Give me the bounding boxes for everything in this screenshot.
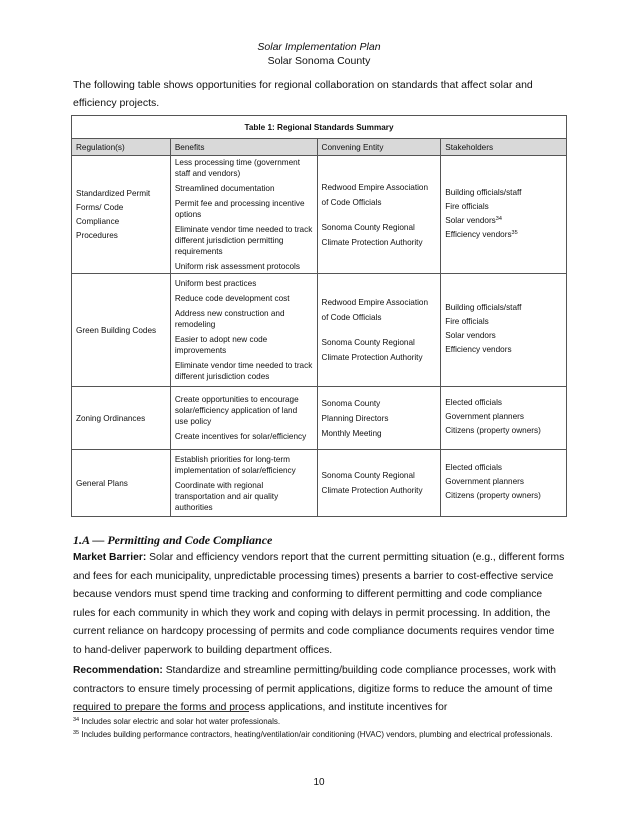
table-header-row — [72, 139, 567, 156]
footnote — [73, 729, 565, 741]
entity-line: Sonoma County Regional — [321, 338, 415, 347]
recommendation-label: Recommendation: — [73, 665, 163, 676]
convening-entity-cell — [317, 274, 441, 387]
document-title: Solar Implementation Plan — [257, 41, 381, 53]
benefit-item: Uniform best practices — [174, 279, 257, 288]
regulation-cell — [72, 450, 171, 517]
benefits-cell — [170, 387, 317, 450]
regulation-line: Standardized Permit — [76, 189, 151, 198]
benefit-item: Coordinate with regional transportation and air quality authorities — [174, 480, 279, 512]
benefits-cell — [170, 274, 317, 387]
benefits-cell — [170, 450, 317, 517]
table-row — [72, 274, 567, 387]
stakeholder-item: Government planners — [445, 412, 524, 421]
section-heading: 1.A — Permitting and Code Compliance — [73, 533, 273, 547]
stakeholder-item: Government planners — [445, 477, 524, 486]
regulation-line: Forms/ Code — [76, 203, 124, 212]
column-header: Convening Entity — [317, 139, 441, 156]
convening-entity-cell — [317, 156, 441, 274]
benefit-item: Reduce code development cost — [174, 294, 290, 303]
benefit-item: Uniform risk assessment protocols — [174, 262, 300, 271]
footnote-ref[interactable]: 35 — [511, 229, 518, 236]
entity-line: Climate Protection Authority — [321, 237, 423, 247]
stakeholder-item: Fire officials — [445, 317, 489, 326]
table-caption-row — [72, 116, 567, 139]
convening-entity-cell — [317, 450, 441, 517]
benefits-cell — [170, 156, 317, 274]
stakeholder-item: Elected officials — [445, 398, 502, 407]
regulation-line: Zoning Ordinances — [76, 413, 146, 423]
footnote-ref[interactable]: 34 — [495, 215, 502, 222]
entity-line: Sonoma County Regional — [321, 222, 415, 232]
column-header: Benefits — [170, 139, 317, 156]
footnote-text: Includes solar electric and solar hot water professionals. — [79, 717, 281, 726]
footnote-separator — [73, 711, 249, 712]
recommendation-text: Standardize and streamline permitting/building code compliance processes, work with contractors to ensure timely processing of permit applications, digitize forms to reduce the amount of time required to prepare the forms and process applications, and institute incentives for — [73, 665, 557, 714]
benefit-item: Create incentives for solar/efficiency — [174, 432, 307, 441]
entity-line: Sonoma County Regional — [321, 471, 415, 480]
entity-line: Sonoma County — [321, 398, 381, 408]
stakeholder-item: Building officials/staff — [445, 187, 522, 197]
recommendation-paragraph — [73, 662, 565, 718]
benefit-item: Permit fee and processing incentive options — [174, 199, 305, 219]
entity-line: Climate Protection Authority — [321, 353, 423, 362]
benefit-item: Streamlined documentation — [174, 184, 275, 193]
benefit-item: Easier to adopt new code improvements — [174, 335, 268, 355]
benefit-item: Eliminate vendor time needed to track different jurisdiction codes — [174, 361, 313, 381]
footnote — [73, 716, 565, 728]
page-header — [0, 40, 638, 68]
market-barrier-paragraph — [73, 549, 565, 661]
market-barrier-label: Market Barrier: — [73, 552, 147, 563]
stakeholders-cell — [441, 274, 567, 387]
table-row — [72, 387, 567, 450]
table-row — [72, 450, 567, 517]
regulation-line: Procedures — [76, 231, 118, 240]
entity-line: Redwood Empire Association — [321, 298, 429, 307]
entity-line: Planning Directors — [321, 413, 389, 423]
entity-line: of Code Officials — [321, 197, 382, 207]
entity-line: Redwood Empire Association — [321, 182, 429, 192]
stakeholder-item: Fire officials — [445, 201, 489, 211]
table-row — [72, 156, 567, 274]
benefit-item: Less processing time (government staff and vendors) — [174, 158, 300, 178]
column-header: Regulation(s) — [72, 139, 171, 156]
stakeholder-item: Citizens (property owners) — [445, 491, 541, 500]
regulation-line: Compliance — [76, 217, 120, 226]
footnote-text: Includes building performance contractors, heating/ventilation/air conditioning (HVAC) vendors, plumbing and electrical professionals. — [79, 730, 553, 739]
stakeholder-item: Solar vendors — [445, 331, 496, 340]
stakeholders-cell — [441, 387, 567, 450]
regulation-cell — [72, 274, 171, 387]
stakeholder-item: Elected officials — [445, 463, 502, 472]
regulation-cell — [72, 387, 171, 450]
entity-line: of Code Officials — [321, 313, 382, 322]
regulation-cell — [72, 156, 171, 274]
stakeholder-item: Efficiency vendors$^{35}$ — [445, 229, 518, 239]
footnote-number: 35 — [73, 730, 80, 736]
regional-standards-table — [71, 115, 567, 517]
stakeholder-item: Citizens (property owners) — [445, 426, 541, 435]
benefit-item: Address new construction and remodeling — [174, 309, 285, 329]
entity-line: Monthly Meeting — [321, 428, 382, 438]
intro-paragraph: The following table shows opportunities for regional collaboration on standards that affect solar and efficiency projects. — [73, 79, 533, 109]
stakeholder-item: Efficiency vendors — [445, 345, 512, 354]
benefit-item: Establish priorities for long-term implementation of solar/efficiency — [174, 454, 296, 475]
document-subtitle: Solar Sonoma County — [267, 55, 371, 67]
footnote-number: 34 — [73, 717, 80, 723]
stakeholder-item: Building officials/staff — [445, 303, 522, 312]
table-caption: Table 1: Regional Standards Summary — [72, 116, 567, 139]
column-header: Stakeholders — [441, 139, 567, 156]
regulation-line: Green Building Codes — [76, 325, 157, 335]
stakeholders-cell — [441, 156, 567, 274]
market-barrier-text: Solar and efficiency vendors report that the current permitting situation (e.g., different forms and fees for each municipality, unpredictable processing times) presents a barrier to cost-effective service because vendors must spend time tracking and conforming to different permitting and code compliance rules for each community in which they work and coping with delays in permit processing. In addition, the current reliance on hardcopy processing of permits and code compliance documents requires vendor time to hand-deliver paperwork to building department offices. — [73, 552, 565, 656]
regulation-line: General Plans — [76, 478, 128, 488]
entity-line: Climate Protection Authority — [321, 486, 423, 495]
benefit-item: Create opportunities to encourage solar/efficiency application of land use policy — [174, 395, 299, 426]
stakeholders-cell — [441, 450, 567, 517]
benefit-item: Eliminate vendor time needed to track different jurisdiction permitting requirements — [174, 225, 313, 256]
convening-entity-cell — [317, 387, 441, 450]
page-number: 10 — [313, 777, 325, 788]
stakeholder-item: Solar vendors$^{34}$ — [445, 215, 502, 225]
